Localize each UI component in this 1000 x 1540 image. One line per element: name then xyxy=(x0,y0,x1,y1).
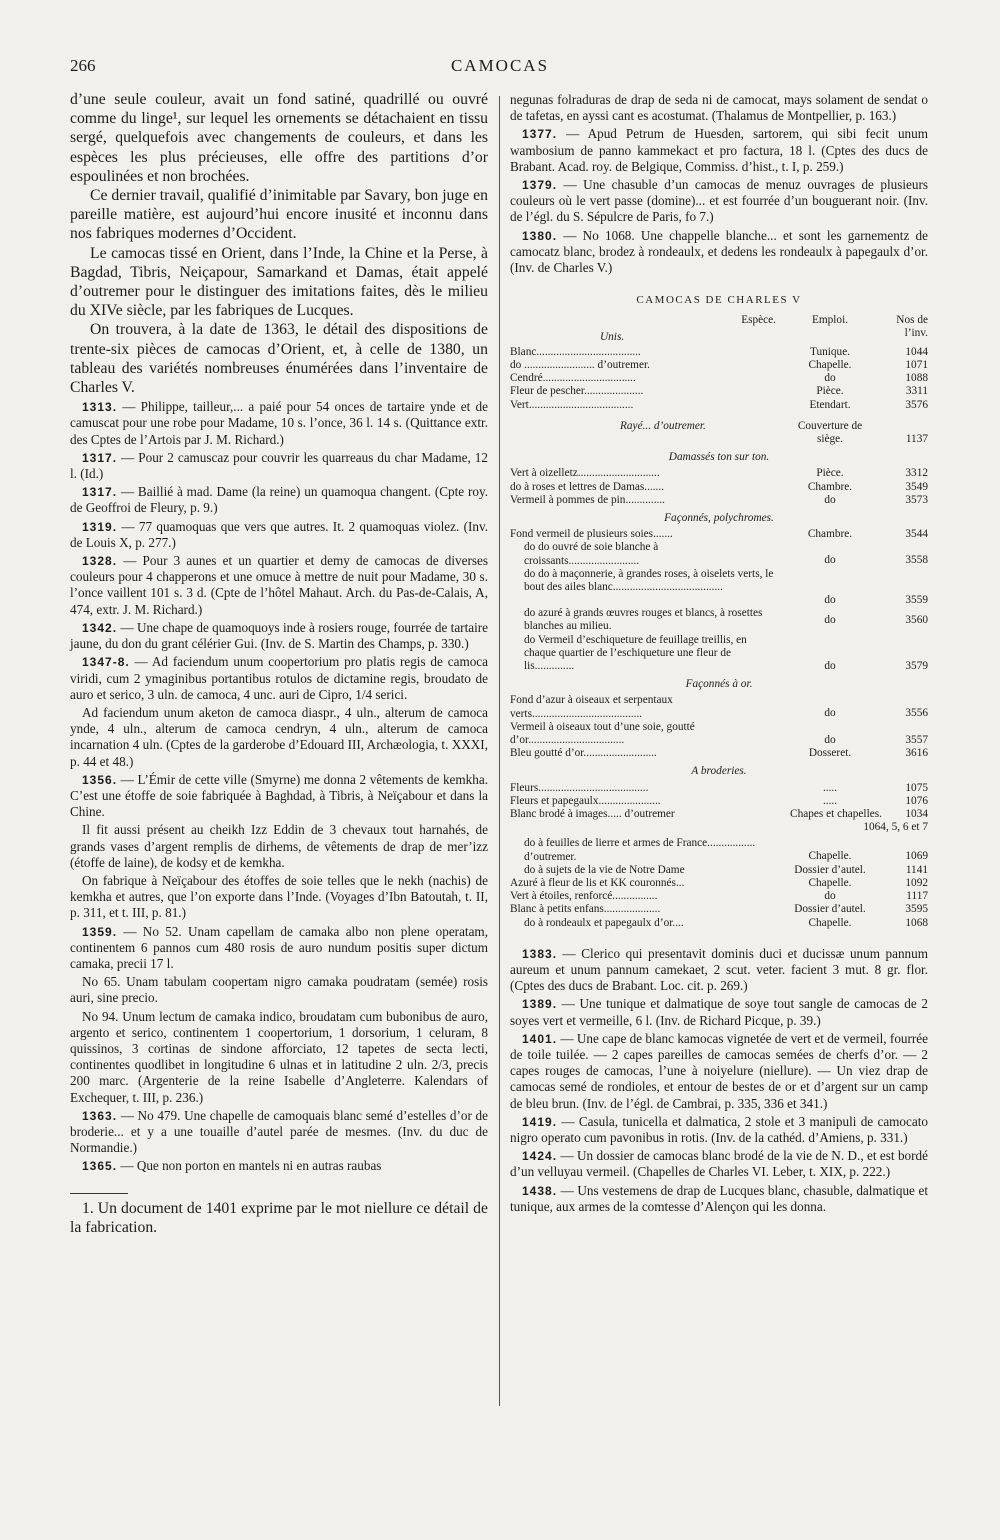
entry-year: 1380. xyxy=(522,228,558,243)
entry-text: — Pour 2 camuscaz pour couvrir les quarreaus du char Madame, 12 l. (Id.) xyxy=(70,449,488,482)
entry-text: — 77 quamoquas que vers que autres. It. 2 quamoquas violez. (Inv. de Louis X, p. 277.) xyxy=(70,518,488,550)
header-espece: Espèce. xyxy=(741,314,776,327)
entry xyxy=(510,1148,928,1180)
running-head: CAMOCAS xyxy=(450,56,550,75)
paragraph: On trouvera, à la date de 1363, le détail des dispositions de trente-six pièces de camocas d’Orient, et, à celle de 1380, un tableau des variétés nombreuses énumérées dans l’inventaire de Charles V. xyxy=(70,321,488,397)
paragraph: Ce dernier travail, qualifié d’inimitable par Savary, bon juge en pareille matière, est aujourd’hui encore inusité et inconnu dans nos fabriques modernes d’Occident. xyxy=(70,187,488,243)
table-row: do à feuilles de lierre et armes de France................. d’outremer. Chapelle. 1069 xyxy=(524,837,928,863)
entry-year: 1365. xyxy=(82,1159,118,1174)
entry-year: 1424. xyxy=(522,1149,558,1164)
entry-text: — Apud Petrum de Huesden, sartorem, qui sibi fecit unum wambosium de panno kammekact et pro factura, 18 l. (Cptes des ducs de Brabant. Acad. roy. de Belgique, Commiss. d’hist., t. I, p. 259.) xyxy=(510,126,928,174)
entry xyxy=(510,996,928,1028)
entry-year: 1317. xyxy=(82,485,118,500)
entry-text: — Casula, tunicella et dalmatica, 2 stole et 3 manipuli de camocato nigro operato cum pavonibus in rotis. (Inv. de la cathéd. d’Amiens, p. 331.) xyxy=(510,1113,928,1145)
entry-year: 1377. xyxy=(522,127,558,142)
entry-year: 1401. xyxy=(522,1031,558,1046)
entry xyxy=(70,654,488,703)
entry-year: 1379. xyxy=(522,178,558,193)
entry-text: — Uns vestemens de drap de Lucques blanc, chasuble, dalmatique et tunique, aux armes de la comtesse d’Alençon qui les donna. xyxy=(510,1182,928,1214)
entry xyxy=(70,873,488,922)
entry-text: — Une chasuble d’un camocas de menuz ouvrages de plusieurs couleurs où le vert passe (domine)... et est fourrée d’un bouguerant noir. (Inv. de l’égl. du S. Sépulcre de Paris, fo 7.) xyxy=(510,177,928,225)
header-emploi: Emploi. xyxy=(811,314,849,327)
table-row: Azuré à fleur de lis et KK couronnés... Chapelle. 1092 xyxy=(510,876,928,889)
right-column xyxy=(510,90,928,1215)
entry-text: — Philippe, tailleur,... a paié pour 54 onces de tartaire ynde et de camuscat pour une robe pour Madame, 10 s. l’once, 36 l. 14 s. (Quittance extr. des Cptes de l’Artois par J. M. Richard.) xyxy=(70,399,488,447)
table-row: Vert à étoiles, renforcé................ do 1117 xyxy=(510,890,928,903)
table-row: do à roses et lettres de Damas....... Chambre. 3549 xyxy=(510,480,928,493)
entry-year: 1359. xyxy=(82,924,118,939)
table-row: Vert..................................... Etendart. 3576 xyxy=(510,398,928,411)
column-divider xyxy=(499,96,500,1406)
paragraph: Le camocas tissé en Orient, dans l’Inde, la Chine et la Perse, à Bagdad, Tibris, Neiçapour, Samarkand et Damas, était appelé d’outremer pour le distinguer des imitations faites, dès le milieu du XIVe siècle, par les fabriques de Lucques. xyxy=(70,244,488,320)
entry-text: — Une cape de blanc kamocas vignetée de vert et de vermeil, fourrée de toile tuilée. — 2 capes pareilles de camocas semées de cherfs d’or. — 2 capes rouges de camocas, l’une à noiyelure (niellure). — Un viez drap de camocas semé de rondioles, et entour de bestes de or et d’argent sur un camp de bleu brun. (Inv. de l’égl. de Cambrai, p. 335, 336 et 341.) xyxy=(510,1030,928,1111)
table-row: Vermeil à pommes de pin.............. do 3573 xyxy=(510,493,928,506)
entry-text: — No 52. Unam capellam de camaka albo non plene operatam, continentem 6 pannos cum 480 rosis de auro nundum positis super dictum camaka, precii 17 l. xyxy=(70,923,488,971)
entry xyxy=(510,228,928,277)
table-row: Fleurs et papegaulx...................... ..... 1076 xyxy=(510,794,928,807)
section-heading: Façonnés, polychromes. xyxy=(664,512,774,525)
table-row: do do à maçonnerie, à grandes roses, à oiselets verts, le bout des ailes blanc....................................... do 3559 xyxy=(524,567,928,606)
table-row: Cendré................................. do 1088 xyxy=(510,372,928,385)
entry-year: 1389. xyxy=(522,997,558,1012)
entry xyxy=(70,705,488,770)
entry-text: — Clerico qui presentavit dominis duci et ducissæ unum pannum aureum et unum pannum camekaet, 2 scut. veter. facient 3 mut. 8 gr. flor. (Cptes des ducs de Brabant. Loc. cit. p. 269.) xyxy=(510,945,928,994)
table-row: Blanc..................................... Tunique. 1044 xyxy=(510,345,928,358)
entry-text: — Une chape de quamoquoys inde à rosiers rouge, fourrée de tartaire jaune, du don du grant célérier Gui. (Inv. de S. Martin des Champs, p. 330.) xyxy=(70,619,488,652)
entry-year: 1313. xyxy=(82,400,118,415)
entry xyxy=(70,1009,488,1106)
entry xyxy=(510,177,928,226)
entry-text: Ad faciendum unum aketon de camoca diaspr., 4 uln., alterum de camoca ynde, 4 uln., alterum de camoca cendryn, 4 uln., alterum de camoca incarnation 4 uln. (Cptes de la garderobe d’Edouard III, Archæologia, t. XXXI, p. 44 et 48.) xyxy=(70,704,488,769)
entry xyxy=(70,822,488,871)
entry-year: 1347-8. xyxy=(82,655,130,670)
table-row: do ......................... d’outremer. Chapelle. 1071 xyxy=(510,359,928,372)
entry xyxy=(510,92,928,124)
table-row: Fleur de pescher..................... Pièce. 3311 xyxy=(510,385,928,398)
entry-text: — Une tunique et dalmatique de soye tout sangle de camocas de 2 soyes vert et vermeille, 6 l. (Inv. de Richard Picque, p. 39.) xyxy=(510,996,928,1028)
entry xyxy=(70,974,488,1006)
entry xyxy=(510,946,928,995)
entry xyxy=(70,553,488,618)
page-number: 266 xyxy=(70,56,96,75)
entry-text: No 65. Unam tabulam coopertam nigro camaka poudratam (semée) rosis auri, sine precio. xyxy=(70,974,488,1006)
footnote: 1. Un document de 1401 exprime par le mot niellure ce détail de la fabrication. xyxy=(70,1199,488,1236)
table-row: Blanc brodé à images..... d’outremer Chapes et chapelles. 1034 xyxy=(510,807,928,820)
entry-text: Il fit aussi présent au cheikh Izz Eddin de 3 chevaux tout harnahés, de grands vases d’argent remplis de dirhems, de vêtements de drap de mer’izz (étoffe de laine), de kodsy et de kemkha. xyxy=(70,822,488,870)
entry-year: 1342. xyxy=(82,620,118,635)
entry-text: — No 1068. Une chappelle blanche... et sont les garnementz de camocatz blanc, brodez à rondeaulx, et dedens les rondeaulx à papegaulx d’or. (Inv. de Charles V.) xyxy=(510,227,928,276)
entry-text: — Que non porton en mantels ni en autras raubas xyxy=(117,1158,382,1174)
entry-text: On fabrique à Neïçabour des étoffes de soie telles que le nekh (nachis) de kemkha et autres, que l’on exporte dans l’Inde. (Voyages d’Ibn Batoutah, t. II, p. 311, et t. III, p. 81.) xyxy=(70,872,488,921)
table-row: do do ouvré de soie blanche à croissants......................... do 3558 xyxy=(524,541,928,567)
entry xyxy=(70,484,488,516)
entry-text: — Un dossier de camocas blanc brodé de la vie de N. D., et est bordé d’un velluyau vermeil. (Chapelles de Charles VI. Leber, t. XIX, p. 222.) xyxy=(510,1148,928,1180)
left-column xyxy=(70,90,488,1237)
entry-year: 1438. xyxy=(522,1183,558,1198)
entry xyxy=(70,450,488,482)
table-row: do azuré à grands œuvres rouges et blancs, à rosettes blanches au milieu. do 3560 xyxy=(524,607,928,633)
entry-year: 1319. xyxy=(82,519,118,534)
entry-text: — Baillié à mad. Dame (la reine) un quamoqua changent. (Cpte roy. de Geoffroi de Fleury, p. 9.) xyxy=(70,484,488,516)
table-row: Vermeil à oiseaux tout d’une soie, goutté d’or.................................. do 3557 xyxy=(510,720,928,746)
table-row: do à sujets de la vie de Notre Dame Dossier d’autel. 1141 xyxy=(524,863,928,876)
entry xyxy=(70,399,488,448)
table-row: Blanc à petits enfans.................... Dossier d’autel. 3595 xyxy=(510,903,928,916)
entry-text: — L’Émir de cette ville (Smyrne) me donna 2 vêtements de kemkha. C’est une étoffe de soie fabriquée à Baghdad, à Tibris, à Neïçabour et dans la Chine. xyxy=(70,771,488,820)
section-heading: Damassés ton sur ton. xyxy=(668,451,770,464)
entry-text: No 94. Unum lectum de camaka indico, broudatam cum bubonibus de auro, argento et serico, continentem 1 coopertorium, 1 dorsorium, 1 celuram, 8 quissinos, 3 cortinas de sindone afforciato, 12 tapetes de secta lecti, continentes quodlibet in longitudine 6 ulnas et in latitudine 2 uln. 2/3, precis 200 marc. (Argenterie de la reine Isabelle d’Angleterre. Kalendars of Exchequer, t. III, p. 236.) xyxy=(70,1008,488,1105)
entry xyxy=(70,1108,488,1157)
entry xyxy=(510,1183,928,1215)
table-row: Fleurs....................................... ..... 1075 xyxy=(510,781,928,794)
table-row: Rayé... d’outremer. Couverture de siège. 1137 xyxy=(620,419,928,446)
entry-text: negunas folraduras de drap de seda ni de camocat, mays solament de sendat o de tafetas, en ayssi cant es acostumat. (Thalamus de Montpellier, p. 163.) xyxy=(510,92,928,124)
entry-text: — Ad faciendum unum coopertorium pro platis regis de camoca viridi, cum 2 ymaginibus portantibus rotulos de dictamine regis, broudato de auro et serico, 3 uln. de camoca, 4 unc. auri de Cipro, 1/4 serici. xyxy=(70,654,488,702)
entry-year: 1383. xyxy=(522,946,558,961)
section-heading: Façonnés à or. xyxy=(685,678,753,691)
entry xyxy=(70,620,488,652)
table-row: Bleu goutté d’or.......................... Dosseret. 3616 xyxy=(510,747,928,760)
entry-year: 1419. xyxy=(522,1114,558,1129)
table-row: do à rondeaulx et papegaulx d’or.... Chapelle. 1068 xyxy=(524,916,928,929)
entry xyxy=(510,1114,928,1146)
table-row: do Vermeil d’eschiqueture de feuillage treillis, en chaque quartier de l’eschiqueture une fleur de lis.............. do 3579 xyxy=(524,633,928,672)
table-row: Vert à oizelletz............................. Pièce. 3312 xyxy=(510,467,928,480)
table-row: 1064, 5, 6 et 7 xyxy=(863,821,928,834)
table-row: Fond vermeil de plusieurs soies....... Chambre. 3544 xyxy=(510,528,928,541)
entry-year: 1363. xyxy=(82,1108,118,1123)
section-heading: Unis. xyxy=(600,330,625,343)
header-numero: Nos de l’inv. xyxy=(896,314,928,340)
entry-text: — No 479. Une chapelle de camoquais blanc semé d’estelles d’or de broderie... et y a une touaille d’autel parée de mesmes. (Inv. du duc de Normandie.) xyxy=(70,1107,488,1156)
entry-year: 1317. xyxy=(82,450,118,465)
entry-year: 1356. xyxy=(82,772,118,787)
paragraph: d’une seule couleur, avait un fond satiné, quadrillé ou ouvré comme du linge¹, sur lequel les ornements se détachaient en tissu sergé, quelquefois avec changements de couleurs, et dans les espèces les plus précieuses, elle offre des partitions d’or espoulinées et non brochées. xyxy=(70,91,488,185)
table-title: CAMOCAS DE CHARLES V xyxy=(636,294,802,307)
entry xyxy=(510,126,928,175)
entry xyxy=(70,772,488,821)
entry xyxy=(70,519,488,551)
footnote-rule xyxy=(70,1193,128,1194)
entry xyxy=(510,1031,928,1112)
inventory-table xyxy=(510,314,928,930)
entry xyxy=(70,924,488,973)
entry-year: 1328. xyxy=(82,554,118,569)
section-heading: A broderies. xyxy=(691,765,747,778)
table-row: Fond d’azur à oiseaux et serpentaux verts....................................... do 3556 xyxy=(510,694,928,720)
entry-text: — Pour 3 aunes et un quartier et demy de camocas de diverses couleurs pour 4 chapperons et une omuce à mettre de nuit pour Madame, 30 s. l’once vaillent 101 s. 3 d. (Cpte de l’hôtel Mahaut. Arch. du Pas-de-Calais, A, 474, extr. J. M. Richard.) xyxy=(70,553,488,617)
entry xyxy=(70,1158,488,1174)
